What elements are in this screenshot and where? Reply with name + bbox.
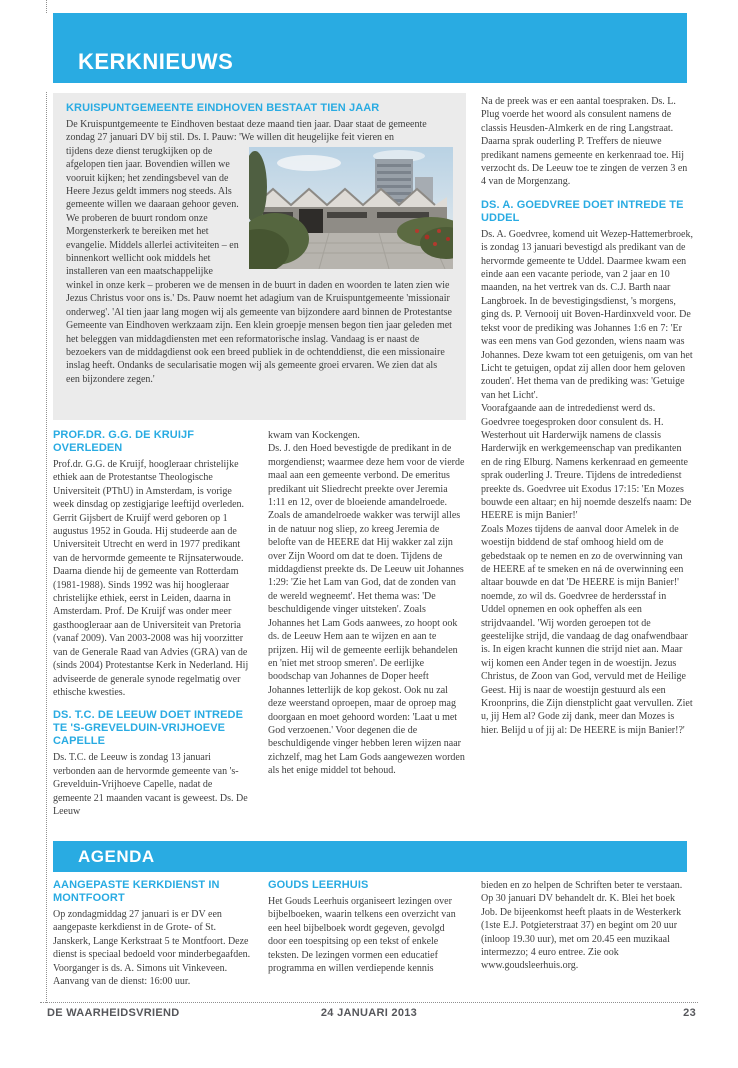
article-goedvree-paragraph-2: Voorafgaande aan de intrededienst werd ds. Goedvree toegesproken door consulent ds. H. Westerhout uit Harderwijk namens de classis Harderwijk en werkgemeenschap van predikanten en de ring Elburg. Namens kerkenraad en gemeente sprak ouderling J. Treure. Tijdens de intrededienst preekte ds. Goedvree uit Exodus 17:15: 'En Mozes bouwde een altaar; en hij noemde deszelfs naam: De HEERE is mijn Banier!' xyxy=(481,403,692,522)
article-body-kruijf: Prof.dr. G.G. de Kruijf, hoogleraar christelijke ethiek aan de Protestantse Theologische Universiteit (PThU) in Amsterdam, is vorige week dinsdag op zestigjarige leeftijd overleden. Gerrit Gijsbert de Kruijf werd geboren op 1 augustus 1952 in Gouda. Hij studeerde aan de Universiteit Utrecht en werd in 1977 predikant van de hervormde gemeente te Rijnsaterwoude. Daarna diende hij de gemeente van Rotterdam (1981-1988). Sinds 1992 was hij hoogleraar christelijke ethiek, eerst in Leiden, daarna in Amsterdam. Prof. De Kruijf was onder meer gasthoogleraar aan de Universiteit van Pretoria (vanaf 2009). Van 2003-2008 was hij voorzitter van de Generale Raad van Advies (GRA) van de (sinds 2004) Protestantse Kerk in Nederland. Hij adviseerde de generale synode regelmatig over ethische kwesties. xyxy=(53,459,249,698)
article-body-kruispunt: tijdens deze dienst terugkijken op de afgelopen tien jaar. Bovendien willen we vooruit kijken; het zendingsbevel van de Heere Jezus geldt immers nog steeds. Als gemeente willen we daaraan gehoor geven. We proberen de buurt rondom onze Morgensterkerk te bereiken met het evangelie. Middels allerlei activiteiten – en binnenkort wellicht ook middels het installeren van een maatschappelijke winkel in onze kerk – proberen we de mensen in de buurt in daden en woorden te laten zien wie Jezus Christus voor ons is.' Ds. Pauw noemt het adagium van de Kruispuntgemeente 'missionair onderweg'. 'Al tien jaar lang mogen wij als gemeente van bijzondere aard binnen de Protestantse Gemeente van Eindhoven werkzaam zijn. Een klein groepje mensen begon tien jaar geleden met het beleggen van middagdiensten met een reformatorische inslag. Vandaag is er naast de bezoekers van de middagdienst ook een breed publiek in de ochtenddienst, die een missionaire inslag heeft. Ondanks de secularisatie mogen wij als gemeente groei ervaren. We zien dat als een bijzondere zegen.' xyxy=(66,145,452,385)
left-dotted-border xyxy=(46,92,47,1003)
footer-publication-name: DE WAARHEIDSVRIEND xyxy=(47,1007,180,1019)
church-building-photo xyxy=(249,147,453,269)
article-leeuw-continuation-2: Ds. J. den Hoed bevestigde de predikant in de morgendienst; waarmee deze hem voor de vierde maal aan een gemeente verbond. De emeritus predikant uit Sliedrecht preekte over Jeremia 1:11 en 12, over de bloeiende amandelroede. Zoals de amandelroede wakker was terwijl alles in de natuur nog sliep, zo kreeg Jeremia de belofte van de HEERE dat Hij wakker zal zijn over Zijn Woord om dat te doen. Tijdens de middagdienst preekte ds. De Leeuw uit Johannes 1:29: 'Zie het Lam van God, dat de zonden van de wereld wegneemt'. Het thema was: 'De beschuldigende vinger uitsteken'. Zoals Johannes het Lam Gods aanwees, zo hoopt ook ds. de Leeuw Hem aan te wijzen en aan te prijzen. Hij wil de gemeente eerlijk behandelen en 'niet met stroop smeren'. De eerlijke boodschap van Johannes de Doper heeft Johannes letterlijk de kop gekost. Ook nu zal deze weerstand oproepen, maar de oproep mag doorgaan en moet gehoord worden: 'Laat u met God verzoenen.' Voor degenen die de beschuldigende vinger hebben leren wijzen naar zichzelf, mag het Lam Gods aangewezen worden als het enige middel tot behoud. xyxy=(268,443,465,777)
section-banner-kerknieuws xyxy=(53,13,687,83)
article-headline-kruijf: PROF.DR. G.G. DE KRUIJF OVERLEDEN xyxy=(53,429,195,454)
section-title-agenda: AGENDA xyxy=(78,847,155,866)
article-kruispuntgemeente xyxy=(53,93,466,420)
article-leeuw-toespraken: Na de preek was er een aantal toespraken. Ds. L. Plug voerde het woord als consulent namens de classis Heusden-Almkerk en de ring Langstraat. Daarna sprak ouderling P. Treffers de nieuwe predikant namens gemeente en kerkenraad toe. Hij verzocht ds. De Leeuw toe te zingen de verzen 3 en 4 van de Morgenzang. xyxy=(481,96,688,188)
agenda-column-leerhuis-continuation xyxy=(481,879,693,1001)
article-leeuw-continuation-1: kwam van Kockengen. xyxy=(268,430,360,441)
section-title-kerknieuws: KERKNIEUWS xyxy=(78,49,234,74)
agenda-body-leerhuis: Het Gouds Leerhuis organiseert lezingen over bijbelboeken, waarin telkens een overzicht van een heel bijbelboek wordt gegeven, gevolgd door een toespitsing op een tekst of enkele teksten. De lezingen vormen een educatief programma en willen verdiepende kennis xyxy=(268,896,456,975)
article-headline-leeuw: DS. T.C. DE LEEUW DOET INTREDE TE 'S-GREVELDUIN-VRIJHOEVE CAPELLE xyxy=(53,709,244,748)
article-headline-goedvree: DS. A. GOEDVREE DOET INTREDE TE UDDEL xyxy=(481,198,684,224)
column-right xyxy=(481,95,693,839)
article-headline-kruispunt: KRUISPUNTGEMEENTE EINDHOVEN BESTAAT TIEN JAAR xyxy=(66,102,380,114)
footer-dotted-rule xyxy=(40,1002,698,1003)
article-intro-kruispunt: De Kruispuntgemeente te Eindhoven bestaat deze maand tien jaar. Daar staat de gemeente zondag 27 januari DV bij stil. Ds. I. Pauw: 'We willen dit heugelijke feit vieren en xyxy=(66,119,427,144)
article-kruijf-overleden xyxy=(53,429,251,699)
column-middle xyxy=(268,429,465,839)
agenda-body-montfoort: Op zondagmiddag 27 januari is er DV een aangepaste kerkdienst in de Grote- of St. Janskerk, Lange Kerkstraat 5 te Montfoort. Deze dienst is speciaal bedoeld voor minderbegaafden. Voorganger is ds. A. Simons uit Vinkeveen. Aanvang van de dienst: 16:00 uur. xyxy=(53,909,251,988)
article-goedvree-intrede xyxy=(481,199,693,737)
top-crop-mark xyxy=(46,0,47,13)
agenda-column-leerhuis xyxy=(268,879,465,1001)
agenda-body-leerhuis-continuation: bieden en zo helpen de Schriften beter te verstaan. Op 30 januari DV behandelt dr. K. Blei het boek Job. De bijeenkomst heeft plaats in de Westerkerk (1ste E.J. Potgieterstraat 37) en begint om 20 uur (inloop 19.30 uur), met om 20.45 een muzikaal intermezzo; 4 euro entree. Zie ook www.goudsleerhuis.org. xyxy=(481,880,683,972)
article-body-leeuw: Ds. T.C. de Leeuw is zondag 13 januari verbonden aan de hervormde gemeente van 's-Grevelduin-Vrijhoeve Capelle, nadat de gemeente 21 maanden vacant is geweest. Ds. De Leeuw xyxy=(53,752,248,817)
agenda-headline-montfoort: AANGEPASTE KERKDIENST IN MONTFOORT xyxy=(53,879,220,904)
agenda-headline-leerhuis: GOUDS LEERHUIS xyxy=(268,879,369,891)
section-banner-agenda xyxy=(53,841,687,872)
footer-date: 24 JANUARI 2013 xyxy=(320,1007,418,1019)
article-goedvree-paragraph-1: Ds. A. Goedvree, komend uit Wezep-Hattemerbroek, is zondag 13 januari bevestigd als predikant van de hervormde gemeente te Uddel. Daarmee kwam een einde aan een vacante periode, van 2 jaar en 10 maanden, na het vertrek van ds. C.J. Barth naar Langbroek. In de bevestigingsdienst, 's morgens, ging ds. P. Vernooij uit Boven-Hardinxveld voor. De tekst voor de prediking was Johannes 1:6 en 7: 'Er was een mens van God gezonden, wiens naam was Johannes. Deze kwam tot een getuigenis, om van het Licht te getuigen, opdat zij allen door hem geloven zouden'. Het thema van de prediking was: 'Getuige van het Licht'. xyxy=(481,228,693,401)
article-goedvree-paragraph-3: Zoals Mozes tijdens de aanval door Amelek in de woestijn biddend de staf omhoog hield om de gebedstaak op te nemen en zo de overwinning van de HEERE af te smeken en ná de overwinning een altaar bouwde en dat 'De HEERE is mijn Banier!' noemde, zo wil ds. Goedvree de herdersstaf in Uddel opnemen en ook opheffen als een strijdvaandel. 'Wij worden geroepen tot de geestelijke strijd, die vandaag de dag onafwendbaar is. In eigen kracht kunnen die strijd niet aan. Maar wij komen een Ander tegen in de woestijn. Jezus Christus, de Zoon van God, vervuld met de Heilige Geest. Hij is naar de woestijn gestuurd als een Kroonprins, die Zijn dienstplicht gaat vervullen. Ziet u, jij Hem al? Gode zij dank, meer dan Mozes is hier. Belijd u of jij al: De HEERE is mijn Banier!?' xyxy=(481,523,693,736)
footer-page-number: 23 xyxy=(683,1007,696,1019)
church-photo-illustration xyxy=(249,147,453,269)
article-leeuw-intrede xyxy=(53,709,251,818)
agenda-column-montfoort xyxy=(53,879,251,1001)
column-left xyxy=(53,429,251,839)
article-flow-kruispunt xyxy=(66,145,453,386)
